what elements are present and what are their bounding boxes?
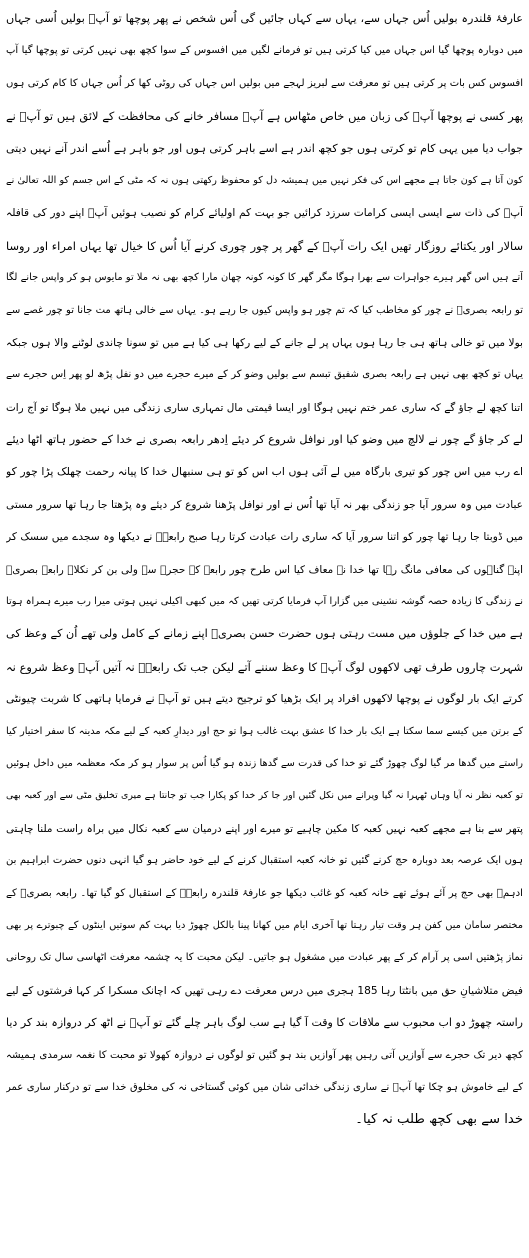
text-line: تو رابعہ بصریؒ نے چور کو مخاطب کیا کہ تم چور ہو واپس کیوں جا رہے ہو۔ یہاں سے خالی ہاتھ مت جانا تو چور غصے سے: [6, 304, 523, 316]
text-line: اپنے گناہوں کی معافی مانگ رہا تھا خدا نے معاف کیا اس طرح چور رابعہ کے حجرے سے ولی بن کر نکلا۔ رابعہ بصریؒ: [6, 563, 523, 576]
text-line: کے برتن میں کیسے سما سکتا ہے ایک بار خدا کا عشق بہت غالب ہوا تو حج اور دیدارِ کعبہ کے لیے مکہ مدینہ کا سفر اختیار کیا: [6, 725, 523, 737]
text-line: راستہ چھوڑ دو اب محبوب سے ملاقات کا وقت آ گیا ہے سب لوگ باہر چلے گئے تو آپؒ نے اٹھ کر دروازہ بند کر دیا: [6, 1016, 523, 1030]
text-line: نے زندگی کا زیادہ حصہ گوشہ نشینی میں گزارا آپ فرمایا کرتی تھیں کہ میں کبھی اکیلی نہیں ہوتی میرا رب میرے ہمراہ ہوتا: [6, 596, 523, 608]
text-line: پتھر سے بنا ہے مجھے کعبہ نہیں کعبہ کا مکین چاہیے تو میرے اور اپنے درمیان سے کعبہ نکال میں براہ راست ملنا چاہتی: [6, 822, 523, 835]
text-line: کرتے ایک بار لوگوں نے پوچھا لاکھوں افراد پر ایک بڑھیا کو ترجیح دیتے ہیں تو آپؒ نے فرمایا ہاتھی کا شربت چیونٹی: [6, 692, 523, 706]
text-line: کون آتا ہے کون جاتا ہے مجھے اس کی فکر نہیں میں ہمیشہ دل کو محفوظ رکھتی ہوں نہ کہ مٹی کے اس جسم کو اللہ تعالیٰ نے: [6, 174, 523, 186]
text-line: جواب دیا میں یہی کام تو کرتی ہوں جو کچھ اندر ہے اسے باہر کرتی ہوں اور جو باہر ہے اُسے اندر آنے نہیں دیتی: [6, 141, 523, 155]
text-line: یہاں تو کچھ بھی نہیں ہے رابعہ بصری شفیق تبسم سے بولیں وضو کر کے میرے حجرے میں دو نفل پڑھ لو پھر اِس حجرے سے: [6, 369, 523, 381]
text-line: ہوں ایک عرصہ بعد دوبارہ حج کرنے گئیں تو خانہ کعبہ استقبال کرنے کے لیے خود حاضر ہو گیا انہی دنوں حضرت ابراہیم بن: [6, 855, 523, 867]
text-line: لے کر جاؤ گے چور نے لالچ میں وضو کیا اور نوافل شروع کر دیئے اِدھر رابعہ بصری نے خدا کے حضور ہاتھ اٹھا دیئے: [6, 433, 523, 447]
text-line: پھر کسی نے پوچھا آپؒ کی زبان میں خاص مٹھاس ہے آپؒ مسافر خانے کی محافظت کے لائق ہیں تو آپؒ نے: [6, 109, 523, 124]
text-line: تو کعبہ نظر نہ آیا وہاں ٹھہرا نہ گیا ویرانے میں نکل گئیں اور جا کر خدا کو پکارا جب تو جانتا ہے میری تخلیق مٹی سے اور کعبہ بھی: [6, 790, 523, 802]
text-line: آتے ہیں اس گھر ہیرے جواہرات سے بھرا ہوگا مگر گھر کا کونہ کونہ چھان مارا کچھ بھی نہ ملا تو مایوس ہو کر واپس جانے لگا: [6, 272, 523, 284]
text-line: ہے میں خدا کے جلوؤں میں مست رہتی ہوں حضرت حسن بصریؒ اپنے زمانے کے کامل ولی تھے اُن کے وعظ کی: [6, 627, 523, 641]
text-line: عارفۂ قلندرہ بولیں اُس جہاں سے، یہاں سے کہاں جائیں گی اُس شخص نے پھر پوچھا تو آپؒ بولیں اُسی جہاں: [6, 12, 523, 25]
text-line: میں ڈوبتا جا رہا تھا چور کو اتنا سرور آیا کہ ساری رات عبادت کرتا رہا صبح رابعہؒ نے دیکھا وہ سجدے میں سسک کر: [6, 531, 523, 544]
text-line-last: خدا سے بھی کچھ طلب نہ کیا۔: [355, 1112, 523, 1128]
text-line: بولا میں تو خالی ہاتھ ہی جا رہا ہوں یہاں پر لے جانے کے لیے رکھا ہی کیا ہے میں تو سونا چاندی لوٹنے والا ہوں جبکہ: [6, 336, 523, 349]
text-line: فیض متلاشیانِ حق میں بانٹتا رہا 185 ہجری میں درس معرفت دے رہی تھیں کہ اچانک مسکرا کر کہا فرشتوں کے لیے: [6, 984, 523, 997]
text-line: اتنا کچھ لے جاؤ گے کہ ساری عمر ختم نہیں ہوگا اور ایسا قیمتی مال تمہاری ساری زندگی میں نہیں ملا ہوگا تو آج رات: [6, 401, 523, 414]
text-line: عبادت میں وہ سرور آیا جو زندگی بھر نہ آیا تھا اُس نے اور نوافل پڑھنا شروع کر دیئے وہ پڑھتا جا رہا تھا سرور مستی: [6, 498, 523, 511]
text-line: نماز پڑھتیں اسی پر آرام کر کے پھر عبادت میں مشغول ہو جاتیں۔ لیکن محبت کا یہ چشمہ معرفت اٹھاسی سال تک روحانی: [6, 952, 523, 964]
text-line: کچھ دیر تک حجرے سے آوازیں آتی رہیں پھر آوازیں بند ہو گئیں تو لوگوں نے دروازہ کھولا تو محبت کا نغمہ سرمدی ہمیشہ: [6, 1049, 523, 1061]
text-line: سالار اور یکتائے روزگار تھیں ایک رات آپؒ کے گھر پر چور چوری کرنے آیا اُس کا خیال تھا یہاں امراء اور روسا: [6, 238, 523, 253]
text-line: کے لیے خاموش ہو چکا تھا آپؒ نے ساری زندگی خدائی شان میں کوئی گستاخی نہ کی مخلوق خدا سے تو درکنار ساری عمر: [6, 1081, 523, 1093]
text-line: اے رب میں اس چور کو تیری بارگاہ میں لے آئی ہوں اب اس کو تو ہی سنبھال خدا کا پیانہ رحمت چھلک پڑا چور کو: [6, 465, 523, 479]
text-line: ادہمؒ بھی حج پر آئے ہوئے تھے خانہ کعبہ کو غائب دیکھا جو عارفۂ قلندرہ رابعہؒ کے استقبال کو گیا تھا۔ رابعہ بصریؒ کے: [6, 887, 523, 899]
text-line: آپؒ کی ذات سے ایسی ایسی کرامات سرزد کرائیں جو بہت کم اولیائے کرام کو نصیب ہوئیں آپؒ اپنے دور کی قافلہ: [6, 207, 523, 220]
text-line: مختصر سامان میں کفن ہر وقت تیار رہتا تھا آخری ایام میں کھانا پینا بالکل چھوڑ دیا بہت کم سوتیں اینٹوں کے چبوترے پر بھی: [6, 919, 523, 931]
text-line: میں دوبارہ پوچھا گیا اس جہاں میں کیا کرتی ہیں تو فرمانے لگیں میں افسوس کے سوا کچھ بھی نہیں کرتی تو پوچھا گیا آپ: [6, 45, 523, 57]
text-line: راستے میں گدھا مر گیا لوگ چھوڑ گئے تو خدا کی قدرت سے گدھا زندہ ہو گیا اُس پر سوار ہو کر مکہ معظمہ میں داخل ہوئیں: [6, 757, 523, 769]
text-line: شہرت چاروں طرف تھی لاکھوں لوگ آپؒ کا وعظ سننے آتے لیکن جب تک رابعہؒ نہ آتیں آپؒ وعظ شروع نہ: [6, 659, 523, 674]
text-line: افسوس کس بات پر کرتی ہیں تو معرفت سے لبریز لہجے میں بولیں اس جہاں کی روٹی کھا کر اُس جہاں کا کام کرتی ہوں: [6, 77, 523, 89]
